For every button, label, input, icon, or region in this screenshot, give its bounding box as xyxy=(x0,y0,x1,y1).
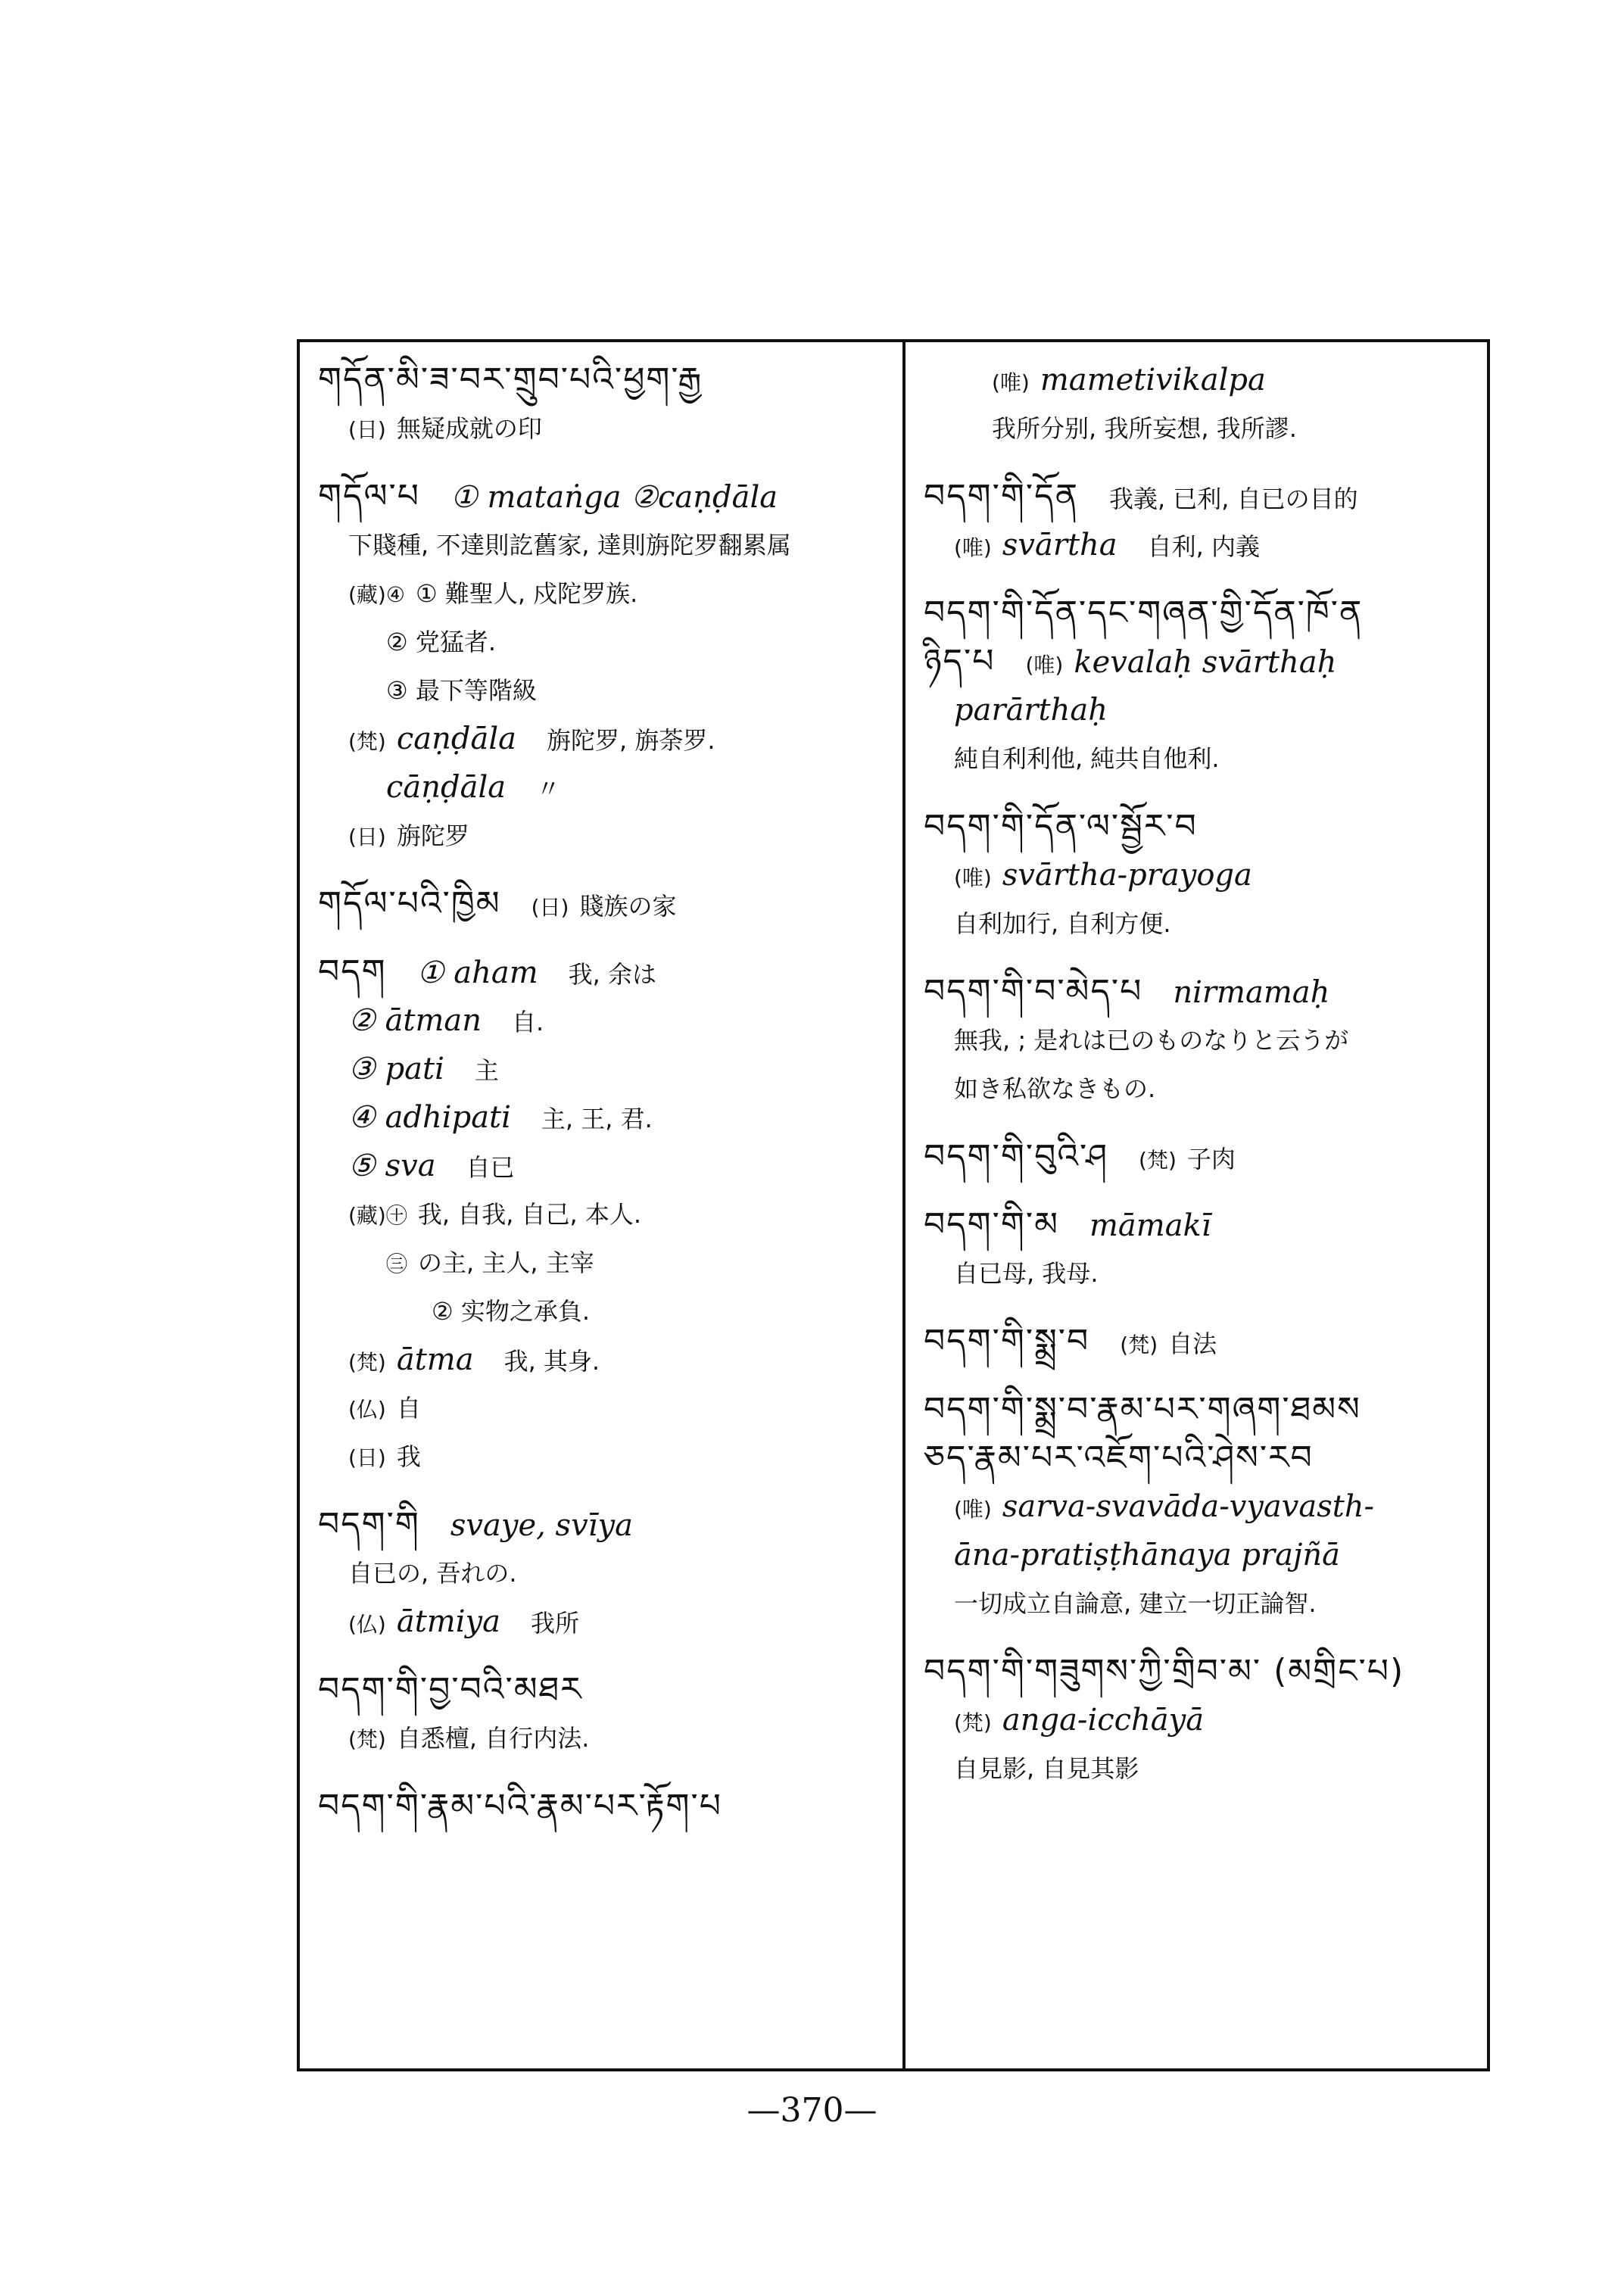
entry-line: གདོལ་པའི་ཁྱིམ (日) 賤族の家 xyxy=(318,884,677,923)
entry-line: (仏) 自 xyxy=(348,1394,421,1423)
entry-line: (日) 旃陀罗 xyxy=(348,821,469,850)
entry-line: 無我, ; 是れは已のものなりと云うが xyxy=(954,1026,1349,1055)
entry-line: ② ātman 自. xyxy=(348,1003,544,1038)
entry-line: cāṇḍāla 〃 xyxy=(386,770,561,805)
entry-line: (梵) anga-icchāyā xyxy=(954,1703,1205,1738)
entry-line: གདོལ་པ ① mataṅga ②caṇḍāla xyxy=(318,477,778,516)
entry-line: āna-pratiṣṭhānaya prajñā xyxy=(954,1538,1340,1572)
entry-line: ⑤ sva 自已 xyxy=(348,1149,515,1183)
entry-line: 純自利利他, 純共自他利. xyxy=(954,744,1220,773)
entry-line: བདག་གི་དོན 我義, 已利, 自已の目的 xyxy=(924,477,1358,516)
entry-line: 我所分别, 我所妄想, 我所謬. xyxy=(992,414,1297,443)
entry-line: བདག་གི་གཟུགས་ཀྱི་གྲིབ་མ་ (མགྲིང་པ) xyxy=(924,1652,1405,1691)
entry-line: (藏)㊉ 我, 自我, 自己, 本人. xyxy=(348,1200,642,1229)
entry-line: བདག་གི་དོན་དང་གཞན་གྱི་དོན་ཁོ་ན xyxy=(924,594,1364,632)
entry-line: (藏)④ ① 難聖人, 戍陀罗族. xyxy=(348,579,638,608)
left-column xyxy=(318,356,893,1831)
entry-line: 如き私欲なきもの. xyxy=(954,1074,1156,1103)
entry-line: བདག་གི་མ māmakī xyxy=(924,1205,1211,1244)
entry-line: 一切成立自論意, 建立一切正論智. xyxy=(954,1589,1317,1618)
page-number: —370— xyxy=(747,2091,877,2130)
entry-line: ③ pati 主 xyxy=(348,1052,499,1086)
entry-line: (梵) caṇḍāla 旃陀罗, 旃荼罗. xyxy=(348,722,715,756)
entry-line: (日) 我 xyxy=(348,1442,421,1471)
entry-line: 下賤種, 不達則訖舊家, 達則旃陀罗翻累属 xyxy=(348,531,791,559)
entry-line: བདག ① aham 我, 余は xyxy=(318,952,656,991)
entry-line: གདོན་མི་ཟ་བར་གྲུབ་པའི་ཕྱག་རྒྱ xyxy=(318,360,703,399)
entry-line: བདག་གི་སྨྲ་བ (梵) 自法 xyxy=(924,1322,1217,1361)
entry-line: བདག་གི་རྣམ་པའི་རྣམ་པར་རྟོག་པ xyxy=(318,1787,722,1825)
entry-line: (唯) sarva-svavāda-vyavasth- xyxy=(954,1489,1375,1524)
entry-line: ཅད་རྣམ་པར་འཇོག་པའི་ཤེས་རབ xyxy=(924,1438,1314,1477)
entry-line: parārthaḥ xyxy=(954,693,1108,728)
entry-line: (梵) ātma 我, 其身. xyxy=(348,1342,600,1377)
right-column xyxy=(924,356,1484,1793)
entry-line: (梵) 自悉檀, 自行内法. xyxy=(348,1724,590,1753)
entry-line: ㊂ の主, 主人, 主宰 xyxy=(386,1248,594,1277)
entry-line: 自已の, 吾れの. xyxy=(348,1559,517,1588)
entry-line: ཉིད་པ (唯) kevalaḥ svārthaḥ xyxy=(924,642,1337,681)
entry-line: ② 党猛者. xyxy=(386,628,497,656)
entry-line: བདག་གི་བུའི་ཤ (梵) 子肉 xyxy=(924,1137,1236,1176)
entry-line: (唯) svārtha 自利, 内義 xyxy=(954,528,1260,563)
entry-line: (唯) svārtha-prayoga xyxy=(954,858,1252,893)
entry-line: 自已母, 我母. xyxy=(954,1259,1099,1288)
entry-line: ③ 最下等階級 xyxy=(386,676,537,705)
column-divider xyxy=(902,339,906,2071)
entry-line: 自見影, 自見其影 xyxy=(954,1754,1139,1783)
entry-line: བདག་གི་སྨྲ་བ་རྣམ་པར་གཞག་ཐམས xyxy=(924,1390,1361,1429)
entry-line: ④ adhipati 主, 王, 君. xyxy=(348,1100,653,1135)
entry-line: བདག་གི་བ་མེད་པ nirmamaḥ xyxy=(924,972,1330,1011)
entry-line: (唯) mametivikalpa xyxy=(992,363,1266,397)
entry-line: ② 实物之承負. xyxy=(432,1297,591,1326)
entry-line: (仏) ātmiya 我所 xyxy=(348,1604,579,1639)
entry-line: 自利加行, 自利方便. xyxy=(954,909,1171,938)
entry-line: བདག་གི་དོན་ལ་སྦྱོར་བ xyxy=(924,807,1198,846)
entry-line: བདག་གི་བྱ་བའི་མཐར xyxy=(318,1670,583,1709)
entry-line: (日) 無疑成就の印 xyxy=(348,414,542,443)
entry-line: བདག་གི svaye, svīya xyxy=(318,1505,633,1544)
